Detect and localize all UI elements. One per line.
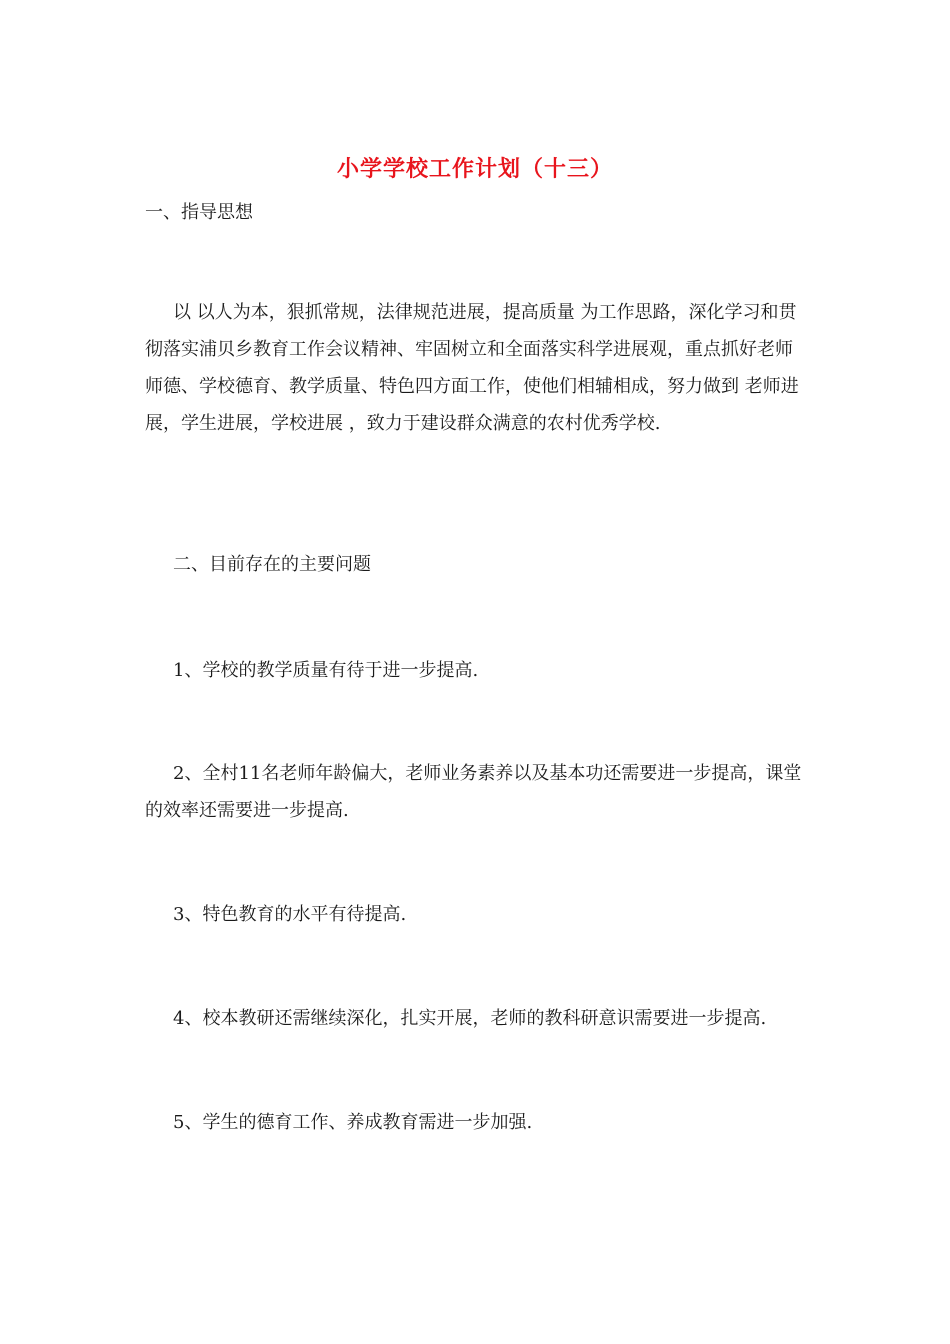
document-title: 小学学校工作计划（十三） bbox=[336, 156, 613, 182]
section-heading-main-problems: 二、目前存在的主要问题 bbox=[173, 554, 371, 575]
problem-item-2: 2、全村11名老师年龄偏大，老师业务素养以及基本功还需要进一步提高，课堂的效率还需要进一步提高. bbox=[145, 763, 802, 821]
problem-item-5: 5、学生的德育工作、养成教育需进一步加强. bbox=[173, 1112, 533, 1133]
problem-item-1: 1、学校的教学质量有待于进一步提高. bbox=[173, 660, 479, 681]
problem-item-3: 3、特色教育的水平有待提高. bbox=[173, 904, 407, 925]
guiding-ideology-paragraph: 以 以人为本，狠抓常规，法律规范进展，提高质量 为工作思路，深化学习和贯彻落实浦贝乡教育工作会议精神、牢固树立和全面落实科学进展观，重点抓好老师师德、学校德育、教学质量、特色四方面工作，使他们相辅相成，努力做到 老师进展，学生进展，学校进展 ，致力于建设群众满意的农村优秀学校. bbox=[145, 302, 799, 434]
problem-item-4: 4、校本教研还需继续深化，扎实开展，老师的教科研意识需要进一步提高. bbox=[173, 1008, 767, 1029]
section-heading-guiding-ideology: 一、指导思想 bbox=[145, 202, 253, 223]
